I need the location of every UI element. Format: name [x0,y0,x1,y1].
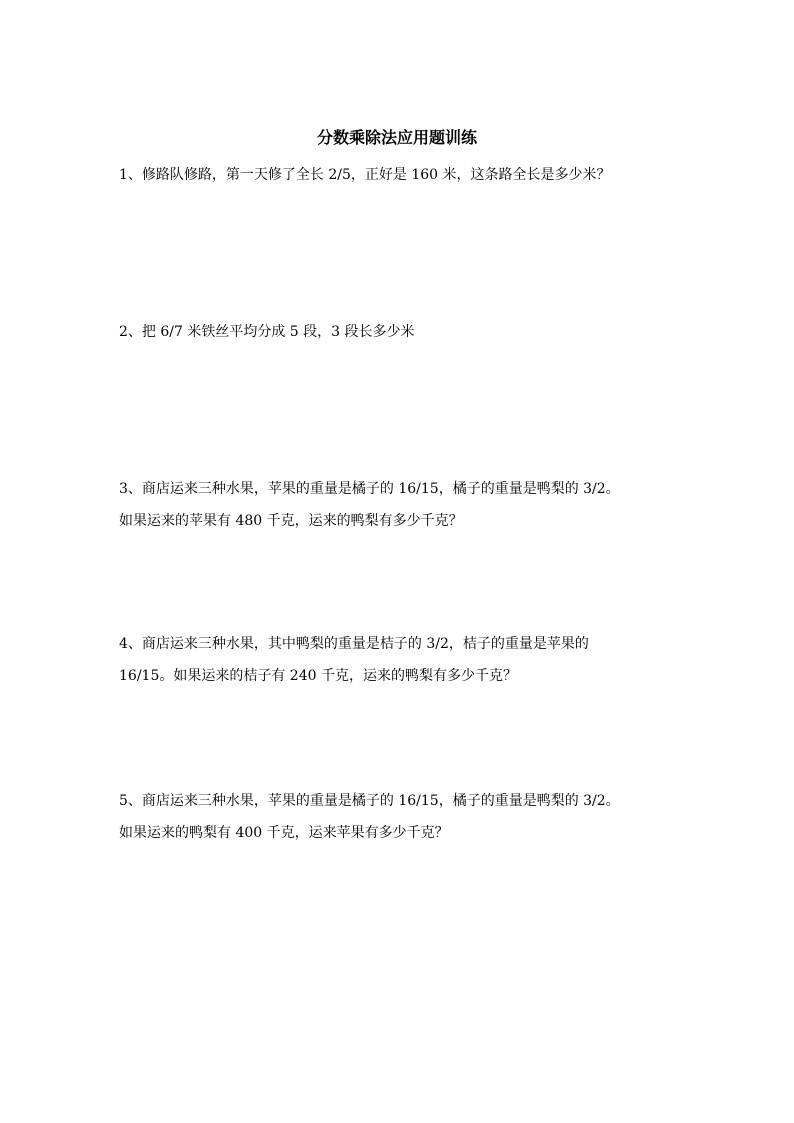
problem-5-line-2: 如果运来的鸭梨有 400 千克，运来苹果有多少千克？ [119,825,449,841]
problem-4-line-2: 16/15。如果运来的桔子有 240 千克，运来的鸭梨有多少千克？ [119,668,517,684]
problem-4-line-1: 4、商店运来三种水果，其中鸭梨的重量是桔子的 3/2，桔子的重量是苹果的 [119,636,589,652]
problem-4 [119,633,694,697]
problem-2-line-1: 2、把 6/7 米铁丝平均分成 5 段，3 段长多少米 [119,324,415,340]
problem-1-line-1: 1、修路队修路，第一天修了全长 2/5，正好是 160 米，这条路全长是多少米？ [119,167,611,183]
problem-3-line-2: 如果运来的苹果有 480 千克，运来的鸭梨有多少千克？ [119,513,463,529]
problem-3-line-1: 3、商店运来三种水果，苹果的重量是橘子的 16/15，橘子的重量是鸭梨的 3/2。 [119,481,620,497]
page-title: 分数乘除法应用题训练 [316,128,477,147]
problem-1 [119,164,694,196]
problem-5 [119,790,694,854]
problem-2 [119,321,694,353]
problem-5-line-1: 5、商店运来三种水果，苹果的重量是橘子的 16/15，橘子的重量是鸭梨的 3/2。 [119,793,620,809]
problem-3 [119,478,694,542]
